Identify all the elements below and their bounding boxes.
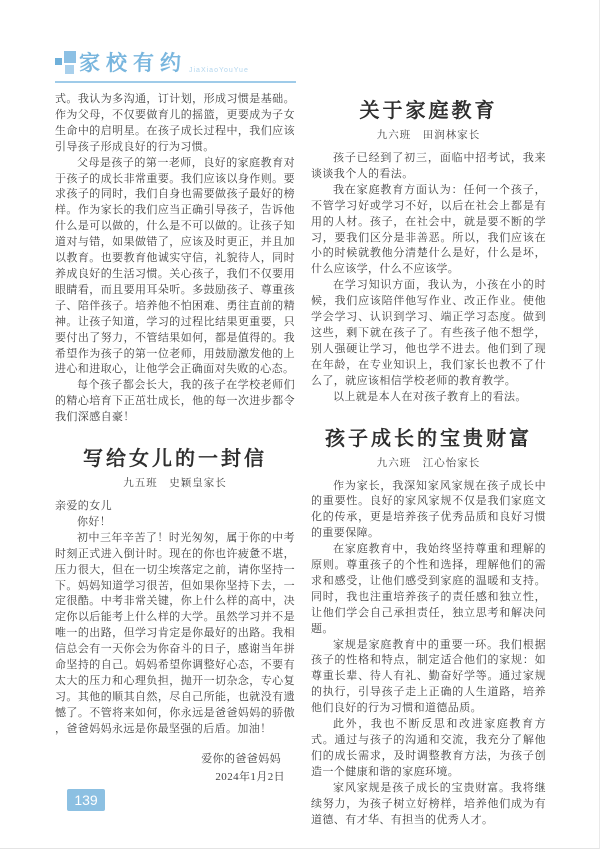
letter-body-paragraph: 初中三年辛苦了！时光匆匆，属于你的中考时刻正式进入倒计时。现在的你也许疲惫不堪，压力很大，但在一切尘埃落定之前，请你坚持一下。妈妈知道学习很苦，但如果你坚持下去，一定很酷。中考非常关键，你上什么样的高中，决定你以后能考上什么样的大学。虽然学习并不是唯一的出路，但学习肯定是你最好的出路。我相信总会有一天你会为你奋斗的日子，感谢当年拼命坚持的自己。妈妈希望你调整好心态，不要有太大的压力和心理负担，抛开一切杂念，专心复习。其他的顺其自然，尽自己所能，也就没有遗憾了。不管将来如何，你永远是爸爸妈妈的骄傲 ，爸爸妈妈永远是你最坚强的后盾。加油！ (55, 531, 295, 735)
body-paragraph: 家风家规是孩子成长的宝贵财富。我将继续努力，为孩子树立好榜样，培养他们成为有道德、有才华、有担当的优秀人才。 (311, 781, 546, 826)
article-byline: 九五班 史颖皇家长 (123, 478, 227, 490)
article-byline: 九六班 田润林家长 (376, 130, 481, 141)
brand-squares-icon (55, 48, 79, 76)
letter-date: 2024年1月2日 (215, 770, 285, 783)
letter-signoff: 爱你的爸爸妈妈 (201, 752, 281, 765)
body-paragraph: 我在家庭教育方面认为：任何一个孩子，不管学习好或学习不好，以后在社会上都是有用的人材。孩子，在社会中，就是要不断的学习，要我们区分是非善恶。所以，我们应该在小的时候就教他分清楚什么是好，什么是坏，什么应该学，什么不应该学。 (311, 183, 546, 276)
body-paragraph: 在学习知识方面，我认为，小孩在小的时候，我们应该陪伴他写作业、改正作业。使他学会学习、认识到学习、端正学习态度。做到这些，剩下就在孩子了。有些孩子他不想学，别人强硬让学习，他也学不进去。他们到了现在年龄，在专业知识上，我们家长也教不了什么了，就应该相信学校老师的教育教学。 (311, 279, 546, 387)
body-paragraph: 以上就是本人在对孩子教育上的看法。 (333, 390, 527, 403)
continued-paragraph: 式。我认为多沟通，订计划，形成习惯是基础。作为父母，不仅要做育儿的摇篮，更要成为子女生命中的启明星。在孩子成长过程中，我们应该引导孩子形成良好的行为习惯。 (55, 93, 295, 153)
body-paragraph: 父母是孩子的第一老师，良好的家庭教育对于孩子的成长非常重要。我们应该以身作则。要求孩子的同时，我们自身也需要做孩子最好的榜样。作为家长的我们应当正确引导孩子，告诉他什么是可以做的，什么是不可以做的。让孩子知道对与错，如果做错了，应该及时更正，并且加以教育。也要教育他诚实守信，礼貌待人，同时养成良好的生活习惯。关心孩子，我们不仅要用眼睛看，而且要用耳朵听。多鼓励孩子、尊重孩子、陪伴孩子。培养他不怕困难、勇往直前的精神。让孩子知道，学习的过程比结果更重要，只要付出了努力，不管结果如何，都是值得的。我希望作为孩子的第一位老师，用鼓励激发他的上进心和进取心，让他学会正确面对失败的心态。 (55, 156, 295, 376)
article-title-family-education: 关于家庭教育 (359, 100, 498, 122)
body-paragraph: 作为家长，我深知家风家规在孩子成长中的重要性。良好的家风家规不仅是我们家庭文化的传承，更是培养孩子优秀品质和良好习惯的重要保障。 (311, 479, 546, 540)
article-byline: 九六班 江心怡家长 (376, 457, 481, 469)
right-column (311, 92, 546, 828)
body-paragraph: 每个孩子都会长大，我的孩子在学校老师们的精心培育下正茁壮成长，他的每一次进步都令我们深感自豪！ (55, 379, 295, 424)
left-column (55, 92, 295, 828)
article-title-letter: 写给女儿的一封信 (83, 448, 267, 471)
body-paragraph: 在家庭教育中，我始终坚持尊重和理解的原则。尊重孩子的个性和选择，理解他们的需求和感受，让他们感受到家庭的温暖和支持。同时，我也注重培养孩子的责任感和独立性，让他们学会自己承担责任，独立思考和解决问题。 (311, 543, 546, 635)
page-header (55, 48, 296, 83)
brand-title: 家校有约 (79, 52, 187, 75)
page-number-badge: 139 (67, 789, 105, 811)
article-title-precious-wealth: 孩子成长的宝贵财富 (325, 427, 532, 450)
letter-greeting: 你好！ (77, 515, 112, 528)
body-paragraph: 孩子已经到了初三，面临中招考试，我来谈谈我个人的看法。 (311, 152, 546, 180)
brand-subtitle: JiaXiaoYouYue (189, 67, 249, 74)
body-paragraph: 此外，我也不断反思和改进家庭教育方式。通过与孩子的沟通和交流，我充分了解他们的成长需求，及时调整教育方法，为孩子创造一个健康和谐的家庭环境。 (311, 718, 546, 778)
two-column-layout (55, 92, 546, 828)
body-paragraph: 家规是家庭教育中的重要一环。我们根据孩子的性格和特点，制定适合他们的家规：如尊重长辈、待人有礼、勤奋好学等。通过家规的执行，引导孩子走上正确的人生道路，培养他们良好的行为习惯和道德品质。 (311, 638, 546, 715)
letter-salutation: 亲爱的女儿 (55, 500, 112, 513)
